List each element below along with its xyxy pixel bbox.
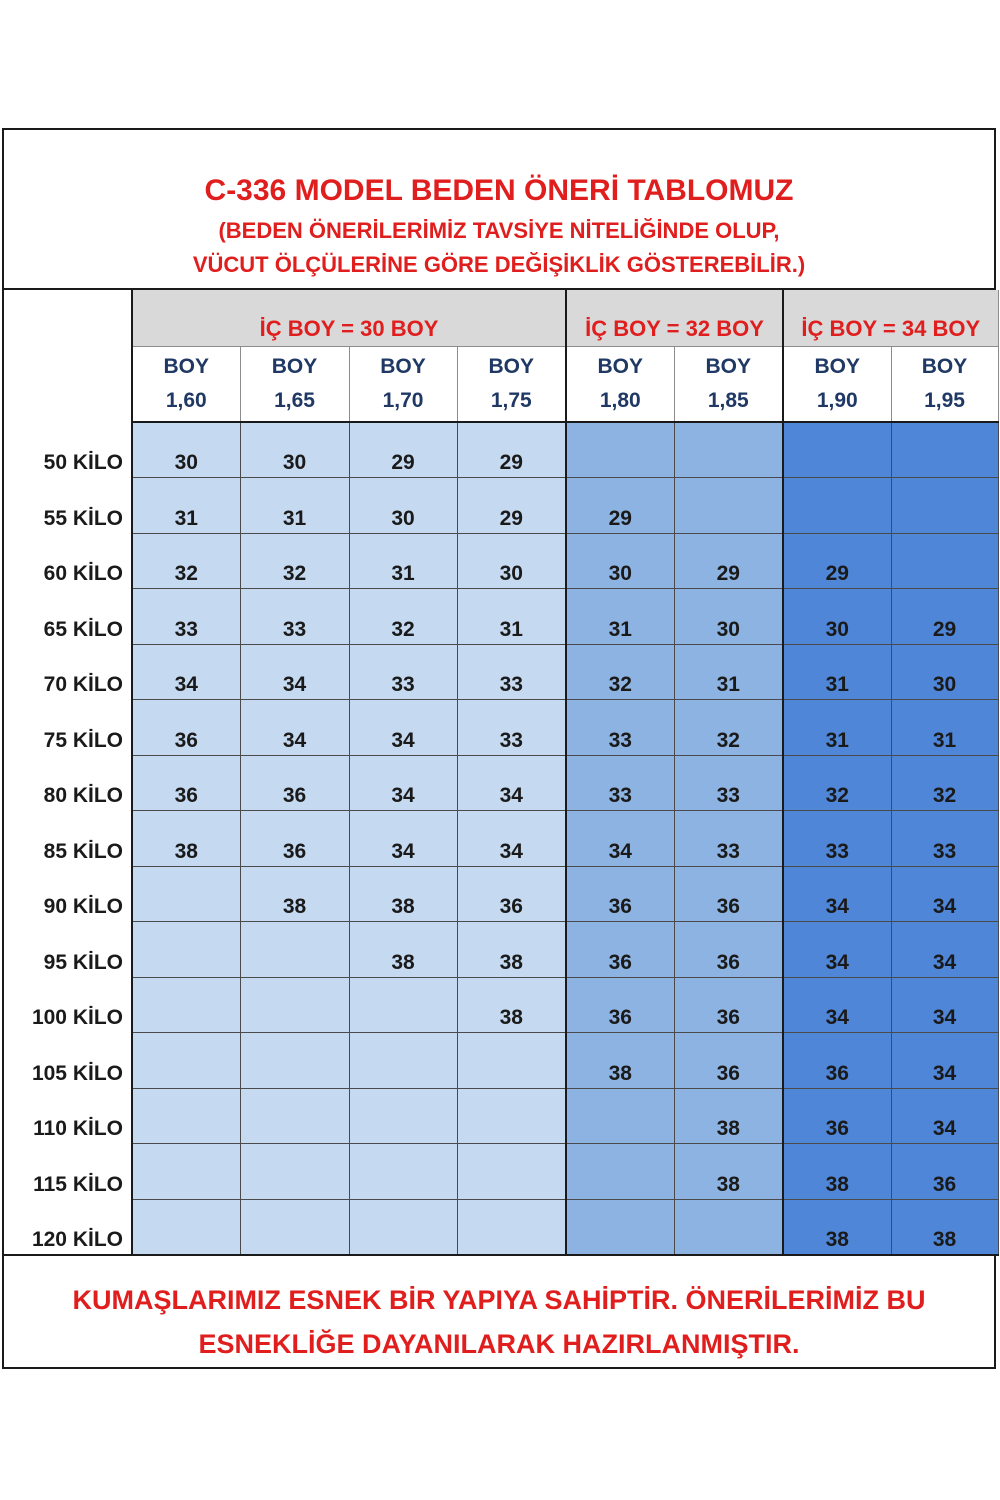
size-cell: 33 bbox=[674, 755, 783, 811]
size-cell: 38 bbox=[674, 1144, 783, 1200]
size-cell: 34 bbox=[349, 811, 457, 867]
size-cell: 33 bbox=[132, 589, 240, 645]
size-cell bbox=[457, 1144, 566, 1200]
size-cell bbox=[240, 922, 349, 978]
weight-label: 60 KİLO bbox=[4, 533, 132, 589]
size-cell: 34 bbox=[783, 977, 891, 1033]
table-row bbox=[4, 1033, 998, 1089]
table-row bbox=[4, 422, 998, 478]
size-cell: 36 bbox=[674, 1033, 783, 1089]
size-cell bbox=[566, 1144, 674, 1200]
height-header-label: BOY bbox=[814, 354, 861, 378]
size-cell bbox=[240, 1033, 349, 1089]
size-cell bbox=[240, 977, 349, 1033]
height-header-label: BOY bbox=[921, 354, 968, 378]
size-cell: 29 bbox=[891, 589, 998, 645]
size-cell: 29 bbox=[783, 533, 891, 589]
size-cell bbox=[674, 478, 783, 534]
size-cell: 30 bbox=[240, 422, 349, 478]
size-cell bbox=[132, 1088, 240, 1144]
weight-label: 110 KİLO bbox=[4, 1088, 132, 1144]
height-header-label: BOY bbox=[705, 354, 752, 378]
weight-label: 70 KİLO bbox=[4, 644, 132, 700]
size-cell: 36 bbox=[674, 866, 783, 922]
size-cell: 32 bbox=[240, 533, 349, 589]
size-cell: 36 bbox=[566, 922, 674, 978]
size-cell: 32 bbox=[891, 755, 998, 811]
size-cell: 31 bbox=[891, 700, 998, 756]
height-header-value: 1,75 bbox=[490, 388, 532, 412]
size-cell: 36 bbox=[132, 755, 240, 811]
size-cell bbox=[566, 422, 674, 478]
table-row bbox=[4, 644, 998, 700]
table-row bbox=[4, 977, 998, 1033]
footer-note bbox=[4, 1257, 994, 1367]
size-cell: 30 bbox=[132, 422, 240, 478]
size-cell: 34 bbox=[132, 644, 240, 700]
size-cell: 31 bbox=[240, 478, 349, 534]
group-header-30: İÇ BOY = 30 BOY bbox=[132, 290, 566, 346]
height-header-value: 1,65 bbox=[274, 388, 315, 412]
weight-label: 75 KİLO bbox=[4, 700, 132, 756]
height-header-cell bbox=[240, 346, 349, 422]
size-cell: 33 bbox=[457, 644, 566, 700]
size-cell: 36 bbox=[240, 755, 349, 811]
size-cell bbox=[132, 1199, 240, 1255]
group-header-row bbox=[4, 290, 998, 346]
weight-label: 80 KİLO bbox=[4, 755, 132, 811]
size-cell: 33 bbox=[566, 755, 674, 811]
table-row bbox=[4, 478, 998, 534]
size-cell: 36 bbox=[132, 700, 240, 756]
size-cell: 33 bbox=[457, 700, 566, 756]
size-cell: 30 bbox=[674, 589, 783, 645]
height-header-cell bbox=[566, 346, 674, 422]
height-header-value: 1,60 bbox=[165, 388, 207, 412]
size-cell: 34 bbox=[783, 922, 891, 978]
size-cell bbox=[132, 922, 240, 978]
height-header-cell bbox=[132, 346, 240, 422]
size-cell: 36 bbox=[566, 866, 674, 922]
size-cell: 36 bbox=[240, 811, 349, 867]
size-cell bbox=[674, 422, 783, 478]
height-header-label: BOY bbox=[163, 354, 209, 378]
table-row bbox=[4, 1199, 998, 1255]
size-cell: 34 bbox=[457, 755, 566, 811]
table-row bbox=[4, 866, 998, 922]
size-cell bbox=[783, 478, 891, 534]
size-cell: 29 bbox=[566, 478, 674, 534]
title-block bbox=[4, 130, 994, 290]
height-header-cell bbox=[783, 346, 891, 422]
size-cell: 38 bbox=[457, 977, 566, 1033]
size-cell: 38 bbox=[783, 1144, 891, 1200]
chart-subtitle-line1: (BEDEN ÖNERİLERİMİZ TAVSİYE NİTELİĞİNDE OLUP, bbox=[218, 218, 780, 243]
height-header-value: 1,95 bbox=[924, 388, 965, 412]
size-cell: 32 bbox=[349, 589, 457, 645]
height-header-label: BOY bbox=[488, 354, 535, 378]
size-cell: 34 bbox=[891, 1088, 998, 1144]
group-header-32: İÇ BOY = 32 BOY bbox=[566, 290, 783, 346]
size-cell: 36 bbox=[674, 922, 783, 978]
size-cell: 34 bbox=[891, 922, 998, 978]
size-cell: 38 bbox=[783, 1199, 891, 1255]
size-cell: 30 bbox=[783, 589, 891, 645]
footer-line1: KUMAŞLARIMIZ ESNEK BİR YAPIYA SAHİPTİR. ÖNERİLERİMİZ BU bbox=[72, 1285, 926, 1315]
height-header-row bbox=[4, 346, 998, 422]
size-cell: 31 bbox=[349, 533, 457, 589]
size-cell: 30 bbox=[457, 533, 566, 589]
size-cell: 34 bbox=[891, 866, 998, 922]
size-cell: 36 bbox=[674, 977, 783, 1033]
weight-label: 90 KİLO bbox=[4, 866, 132, 922]
size-cell bbox=[783, 422, 891, 478]
size-cell bbox=[566, 1088, 674, 1144]
height-header-label: BOY bbox=[380, 354, 426, 378]
size-cell: 29 bbox=[674, 533, 783, 589]
weight-label: 85 KİLO bbox=[4, 811, 132, 867]
group-header-34: İÇ BOY = 34 BOY bbox=[783, 290, 998, 346]
height-header-cell bbox=[457, 346, 566, 422]
size-cell bbox=[349, 1088, 457, 1144]
size-cell: 31 bbox=[674, 644, 783, 700]
size-cell: 30 bbox=[891, 644, 998, 700]
size-cell: 29 bbox=[457, 422, 566, 478]
size-cell bbox=[349, 1144, 457, 1200]
size-cell bbox=[457, 1199, 566, 1255]
table-row bbox=[4, 533, 998, 589]
size-cell bbox=[240, 1199, 349, 1255]
size-cell bbox=[349, 1199, 457, 1255]
size-cell: 38 bbox=[240, 866, 349, 922]
size-chart-frame bbox=[2, 128, 996, 1369]
height-header-cell bbox=[891, 346, 998, 422]
size-cell bbox=[891, 478, 998, 534]
height-header-cell bbox=[674, 346, 783, 422]
table-row bbox=[4, 811, 998, 867]
size-cell: 30 bbox=[566, 533, 674, 589]
size-cell: 32 bbox=[674, 700, 783, 756]
table-row bbox=[4, 700, 998, 756]
size-cell: 34 bbox=[891, 1033, 998, 1089]
size-cell bbox=[132, 1144, 240, 1200]
size-cell: 31 bbox=[783, 700, 891, 756]
size-cell: 36 bbox=[783, 1088, 891, 1144]
size-cell bbox=[674, 1199, 783, 1255]
size-cell: 31 bbox=[132, 478, 240, 534]
size-cell: 33 bbox=[349, 644, 457, 700]
height-header-label: BOY bbox=[597, 354, 644, 378]
footer-line2: ESNEKLİĞE DAYANILARAK HAZIRLANMIŞTIR. bbox=[198, 1329, 800, 1359]
size-cell: 30 bbox=[349, 478, 457, 534]
size-cell: 33 bbox=[783, 811, 891, 867]
size-cell: 34 bbox=[349, 700, 457, 756]
size-cell bbox=[891, 422, 998, 478]
size-cell: 29 bbox=[457, 478, 566, 534]
size-cell: 34 bbox=[891, 977, 998, 1033]
size-cell bbox=[132, 977, 240, 1033]
weight-label: 65 KİLO bbox=[4, 589, 132, 645]
size-cell: 34 bbox=[566, 811, 674, 867]
size-cell: 36 bbox=[783, 1033, 891, 1089]
size-cell: 33 bbox=[566, 700, 674, 756]
size-cell: 31 bbox=[566, 589, 674, 645]
table-row bbox=[4, 589, 998, 645]
weight-label: 55 KİLO bbox=[4, 478, 132, 534]
size-cell: 34 bbox=[240, 700, 349, 756]
size-cell bbox=[566, 1199, 674, 1255]
table-row bbox=[4, 755, 998, 811]
size-cell: 38 bbox=[674, 1088, 783, 1144]
size-cell: 34 bbox=[783, 866, 891, 922]
size-cell bbox=[240, 1088, 349, 1144]
weight-label: 95 KİLO bbox=[4, 922, 132, 978]
height-header-value: 1,70 bbox=[382, 388, 424, 412]
height-header-value: 1,80 bbox=[599, 388, 641, 412]
size-cell: 32 bbox=[132, 533, 240, 589]
size-cell: 36 bbox=[891, 1144, 998, 1200]
size-table bbox=[4, 290, 999, 1256]
size-cell: 36 bbox=[566, 977, 674, 1033]
size-cell: 31 bbox=[457, 589, 566, 645]
size-cell: 33 bbox=[674, 811, 783, 867]
height-header-label: BOY bbox=[271, 354, 318, 378]
size-cell: 32 bbox=[783, 755, 891, 811]
size-cell bbox=[349, 1033, 457, 1089]
height-header-cell bbox=[349, 346, 457, 422]
size-cell: 38 bbox=[349, 922, 457, 978]
size-cell: 38 bbox=[566, 1033, 674, 1089]
size-cell bbox=[132, 866, 240, 922]
weight-label: 115 KİLO bbox=[4, 1144, 132, 1200]
size-cell bbox=[891, 533, 998, 589]
size-cell: 34 bbox=[349, 755, 457, 811]
size-cell: 31 bbox=[783, 644, 891, 700]
table-row bbox=[4, 922, 998, 978]
height-header-value: 1,85 bbox=[707, 388, 749, 412]
size-cell bbox=[240, 1144, 349, 1200]
weight-label: 50 KİLO bbox=[4, 422, 132, 478]
size-cell: 38 bbox=[457, 922, 566, 978]
size-cell: 33 bbox=[240, 589, 349, 645]
weight-label: 100 KİLO bbox=[4, 977, 132, 1033]
weight-label: 120 KİLO bbox=[4, 1199, 132, 1255]
size-cell: 34 bbox=[457, 811, 566, 867]
table-row bbox=[4, 1144, 998, 1200]
size-cell: 32 bbox=[566, 644, 674, 700]
size-cell: 38 bbox=[349, 866, 457, 922]
table-body bbox=[4, 422, 998, 1255]
size-cell: 38 bbox=[132, 811, 240, 867]
chart-title: C-336 MODEL BEDEN ÖNERİ TABLOMUZ bbox=[204, 174, 794, 207]
size-cell: 29 bbox=[349, 422, 457, 478]
size-cell bbox=[457, 1033, 566, 1089]
height-header-value: 1,90 bbox=[816, 388, 858, 412]
size-cell: 33 bbox=[891, 811, 998, 867]
corner-cell bbox=[4, 290, 132, 422]
size-cell bbox=[132, 1033, 240, 1089]
size-cell bbox=[457, 1088, 566, 1144]
size-cell: 34 bbox=[240, 644, 349, 700]
chart-subtitle-line2: VÜCUT ÖLÇÜLERİNE GÖRE DEĞİŞİKLİK GÖSTEREBİLİR.) bbox=[192, 252, 806, 277]
size-cell: 36 bbox=[457, 866, 566, 922]
table-row bbox=[4, 1088, 998, 1144]
size-cell: 38 bbox=[891, 1199, 998, 1255]
weight-label: 105 KİLO bbox=[4, 1033, 132, 1089]
size-cell bbox=[349, 977, 457, 1033]
